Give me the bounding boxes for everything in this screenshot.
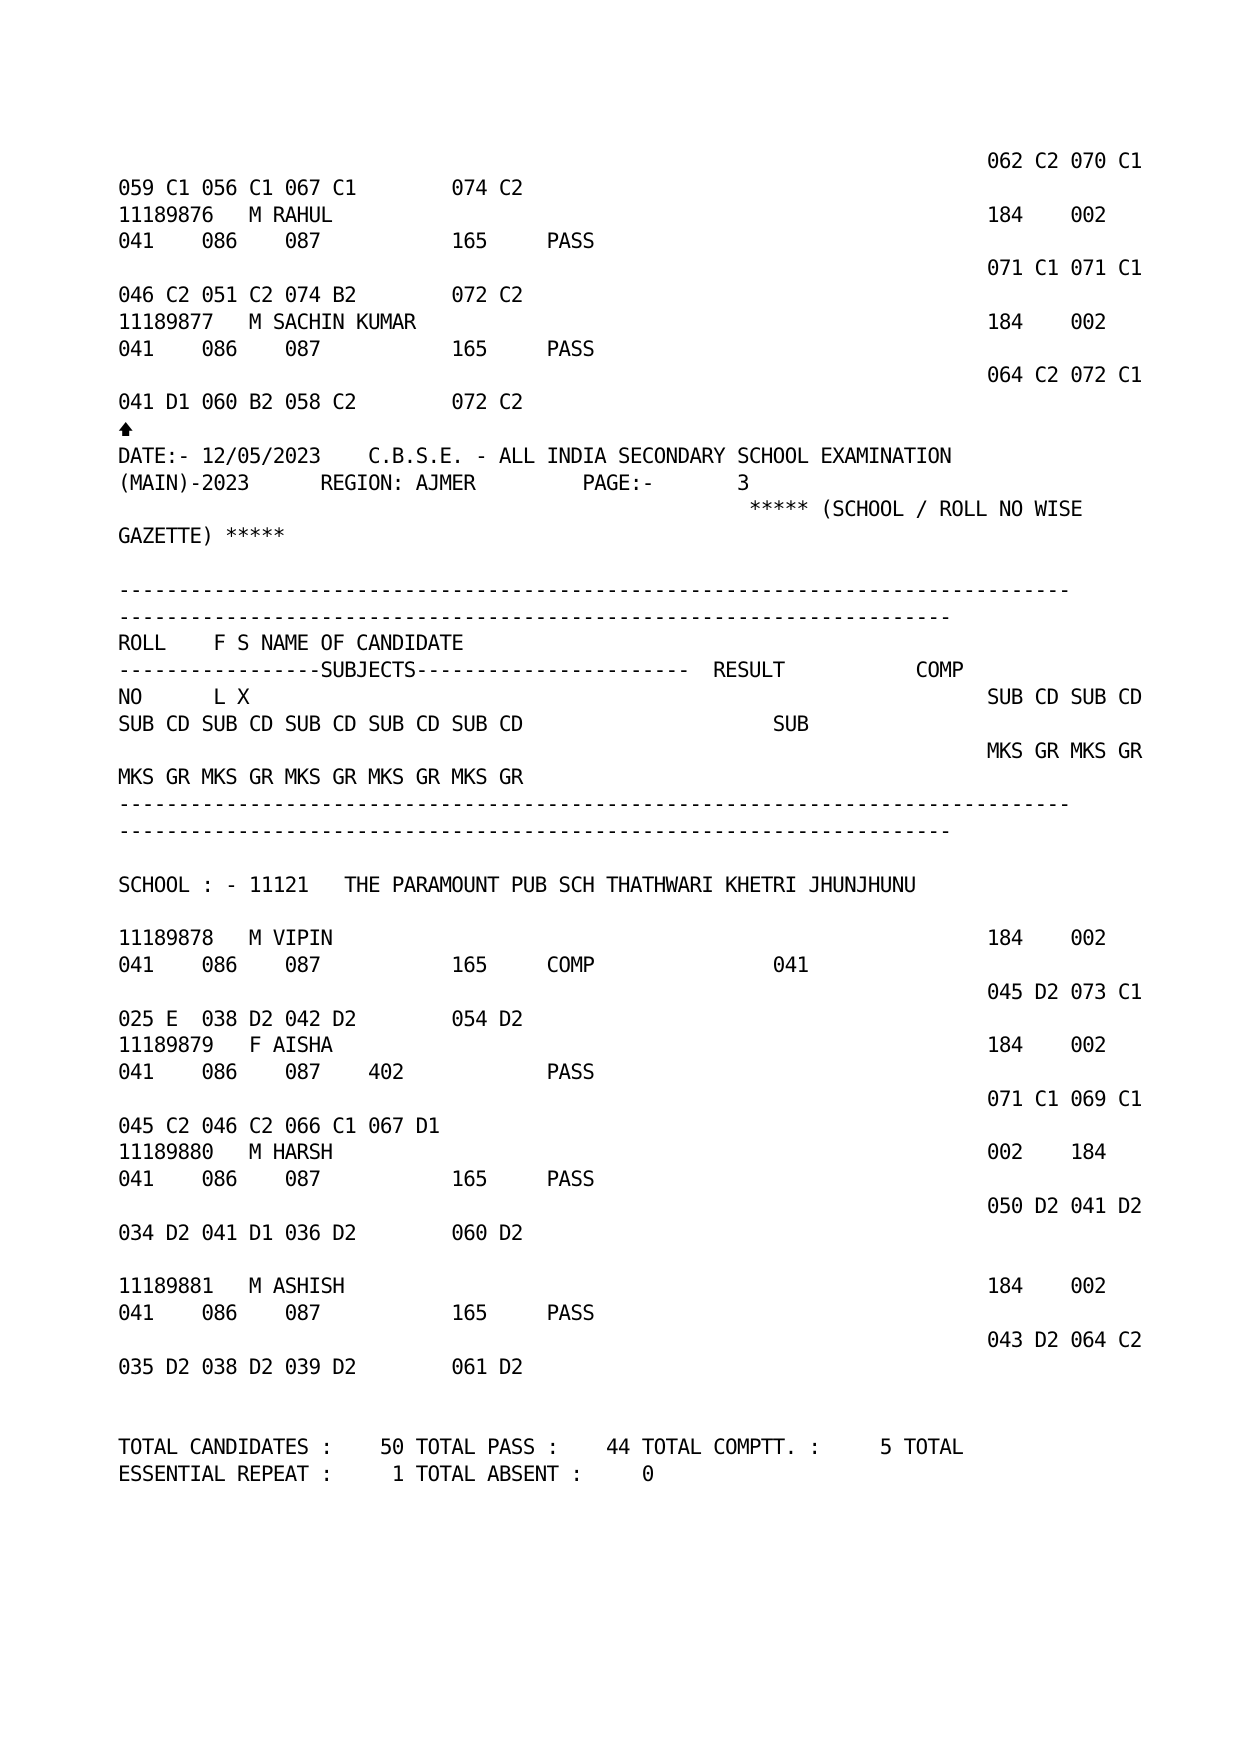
marks-line: 071 C1 071 C1 [118, 256, 1142, 281]
divider-line: ---------------------------------------------------------------------- [118, 818, 952, 843]
marks-line: 045 C2 046 C2 066 C1 067 D1 [118, 1113, 440, 1138]
totals-line: TOTAL CANDIDATES : 50 TOTAL PASS : 44 TOTAL COMPTT. : 5 TOTAL [118, 1435, 964, 1460]
column-header-line: MKS GR MKS GR [118, 738, 1142, 763]
page-header-line: (MAIN)-2023 REGION: AJMER PAGE:- 3 [118, 470, 749, 495]
column-header-line: SUB CD SUB CD SUB CD SUB CD SUB CD SUB [118, 711, 809, 736]
subjects-line: 041 086 087 165 PASS [118, 336, 595, 361]
subjects-line: 041 086 087 165 COMP 041 [118, 952, 809, 977]
blank-line [118, 1407, 1128, 1434]
school-line: SCHOOL : - 11121 THE PARAMOUNT PUB SCH THATHWARI KHETRI JHUNJHUNU [118, 872, 916, 897]
blank-line [118, 898, 1128, 925]
marks-line: 071 C1 069 C1 [118, 1086, 1142, 1111]
subjects-line: 041 086 087 165 PASS [118, 1167, 595, 1192]
totals-line: ESSENTIAL REPEAT : 1 TOTAL ABSENT : 0 [118, 1462, 654, 1487]
marks-line: 043 D2 064 C2 [118, 1328, 1142, 1353]
marks-line: 041 D1 060 B2 058 C2 072 C2 [118, 390, 523, 415]
blank-line [118, 550, 1128, 577]
subjects-line: 041 086 087 402 PASS [118, 1060, 595, 1085]
blank-line [118, 1381, 1128, 1408]
divider-line: -------------------------------------------------------------------------------- [118, 792, 1071, 817]
page-header-line: ***** (SCHOOL / ROLL NO WISE [118, 497, 1083, 522]
marks-line: 062 C2 070 C1 [118, 149, 1142, 173]
marks-line: 064 C2 072 C1 [118, 363, 1142, 388]
up-arrow-icon: 🡅 [118, 419, 133, 438]
candidate-line: 11189879 F AISHA 184 002 [118, 1033, 1106, 1058]
candidate-line: 11189881 M ASHISH 184 002 [118, 1274, 1106, 1299]
marks-line: 045 D2 073 C1 [118, 979, 1142, 1004]
marks-line: 025 E 038 D2 042 D2 054 D2 [118, 1006, 523, 1031]
marks-line: 059 C1 056 C1 067 C1 074 C2 [118, 175, 523, 200]
subjects-line: 041 086 087 165 PASS [118, 1301, 595, 1326]
candidate-line: 11189880 M HARSH 002 184 [118, 1140, 1106, 1165]
page-header-line: GAZETTE) ***** [118, 524, 285, 549]
candidate-line: 11189877 M SACHIN KUMAR 184 002 [118, 309, 1106, 334]
page-header-line: DATE:- 12/05/2023 C.B.S.E. - ALL INDIA SECONDARY SCHOOL EXAMINATION [118, 443, 952, 468]
column-header-line: NO L X SUB CD SUB CD [118, 684, 1142, 709]
divider-line: -------------------------------------------------------------------------------- [118, 577, 1071, 602]
column-header-line: -----------------SUBJECTS----------------------- RESULT COMP [118, 658, 964, 683]
marks-line: 034 D2 041 D1 036 D2 060 D2 [118, 1220, 523, 1245]
subjects-line: 041 086 087 165 PASS [118, 229, 595, 254]
marks-line: 046 C2 051 C2 074 B2 072 C2 [118, 282, 523, 307]
blank-line [118, 1247, 1128, 1274]
divider-line: ---------------------------------------------------------------------- [118, 604, 952, 629]
marks-line: 050 D2 041 D2 [118, 1194, 1142, 1219]
column-header-line: ROLL F S NAME OF CANDIDATE [118, 631, 464, 656]
column-header-line: MKS GR MKS GR MKS GR MKS GR MKS GR [118, 765, 523, 790]
marks-line: 035 D2 038 D2 039 D2 061 D2 [118, 1354, 523, 1379]
blank-line [118, 845, 1128, 872]
candidate-line: 11189876 M RAHUL 184 002 [118, 202, 1106, 227]
candidate-line: 11189878 M VIPIN 184 002 [118, 926, 1106, 951]
gazette-document [118, 148, 1142, 1488]
